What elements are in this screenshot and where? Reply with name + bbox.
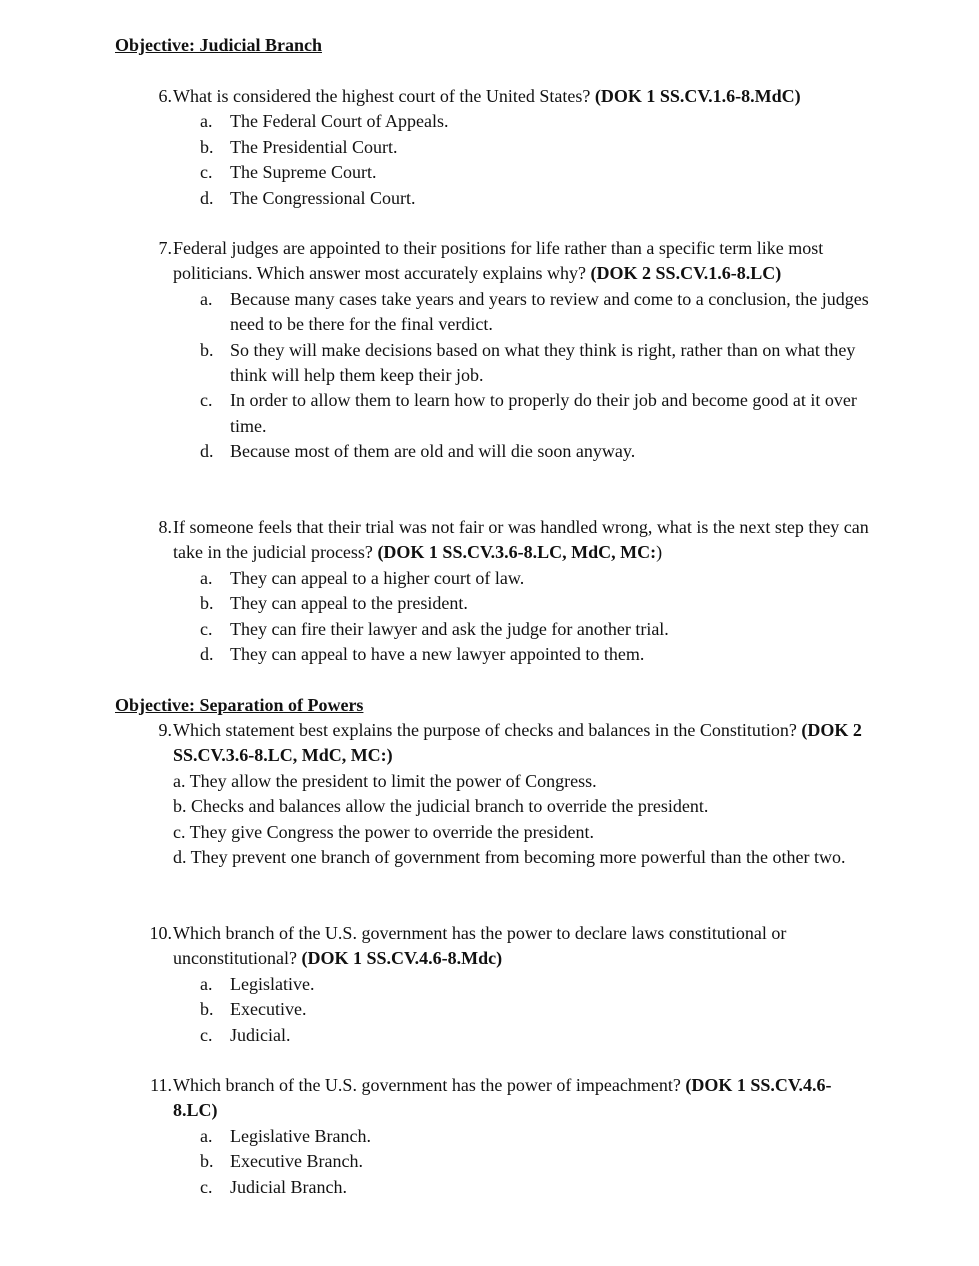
- question-standard-tag: (DOK 1 SS.CV.1.6-8.MdC): [594, 86, 801, 106]
- answer-option: [200, 135, 872, 160]
- answer-option: [200, 1175, 872, 1200]
- question-number: 6.: [158, 86, 172, 106]
- option-letter: b.: [200, 136, 214, 157]
- option-letter: c.: [200, 1024, 213, 1045]
- option-letter: c.: [200, 618, 213, 639]
- option-text: They can fire their lawyer and ask the judge for another trial.: [230, 618, 669, 639]
- option-letter: b.: [200, 1151, 214, 1172]
- answer-option: [200, 287, 872, 338]
- question-standard-tag: (DOK 2 SS.CV.1.6-8.LC): [590, 263, 782, 284]
- option-letter: d.: [200, 187, 214, 208]
- option-letter: b.: [200, 999, 214, 1020]
- option-text: So they will make decisions based on what they think is right, rather than on what they think will help them keep their job.: [230, 339, 856, 386]
- answer-options: [200, 1124, 872, 1200]
- section-heading-separation: Objective: Separation of Powers: [115, 695, 364, 715]
- answer-option: [200, 972, 872, 997]
- option-text: Legislative Branch.: [230, 1125, 371, 1146]
- option-text: Executive.: [230, 999, 307, 1020]
- question-number: 8.: [158, 517, 172, 537]
- question-10: [142, 921, 872, 1048]
- answer-option: [200, 109, 872, 134]
- option-text: The Federal Court of Appeals.: [230, 111, 449, 132]
- option-text: They can appeal to a higher court of law.: [230, 567, 525, 588]
- answer-option: a. They allow the president to limit the power of Congress.: [173, 770, 597, 791]
- answer-option: [200, 642, 872, 667]
- answer-options: [200, 566, 872, 668]
- question-standard-tag: (DOK 1 SS.CV.4.6-8.Mdc): [301, 948, 503, 969]
- option-letter: a.: [200, 288, 213, 309]
- option-letter: d.: [200, 441, 214, 462]
- option-text: The Presidential Court.: [230, 136, 398, 157]
- answer-option: [200, 591, 872, 616]
- option-letter: b.: [200, 339, 214, 360]
- answer-option: b. Checks and balances allow the judicial branch to override the president.: [173, 796, 709, 817]
- option-text: Judicial Branch.: [230, 1176, 347, 1197]
- answer-options: [200, 109, 872, 211]
- option-text: Legislative.: [230, 973, 315, 994]
- option-letter: a.: [200, 973, 213, 994]
- question-prompt: Which statement best explains the purpose of checks and balances in the Constitution?: [173, 720, 802, 740]
- option-letter: b.: [200, 593, 214, 614]
- answer-option: [200, 186, 872, 211]
- question-number: 10.: [149, 923, 172, 943]
- answer-option: [200, 160, 872, 185]
- answer-option: [200, 1023, 872, 1048]
- section-heading-judicial: Objective: Judicial Branch: [115, 35, 322, 55]
- option-text: Judicial.: [230, 1024, 291, 1045]
- question-11: [142, 1073, 872, 1200]
- option-text: They can appeal to have a new lawyer appointed to them.: [230, 644, 645, 665]
- question-6: [142, 84, 872, 211]
- question-text: [173, 718, 872, 769]
- question-prompt: Which branch of the U.S. government has the power to declare laws constitutional or unconstitutional?: [173, 923, 787, 969]
- answer-option: c. They give Congress the power to override the president.: [173, 821, 595, 842]
- option-text: The Congressional Court.: [230, 187, 416, 208]
- question-prompt: Federal judges are appointed to their positions for life rather than a specific term like most politicians. Which answer most accurately explains why?: [173, 238, 824, 284]
- question-text: [173, 236, 872, 287]
- question-standard-tag: (DOK 1 SS.CV.4.6-8.LC): [173, 1075, 832, 1121]
- question-9: [142, 718, 872, 870]
- option-letter: a.: [200, 111, 213, 132]
- option-text: Executive Branch.: [230, 1151, 363, 1172]
- question-standard-tag: (DOK 1 SS.CV.3.6-8.LC, MdC, MC:: [377, 542, 657, 563]
- option-letter: d.: [200, 644, 214, 665]
- answer-option: [200, 388, 872, 439]
- option-text: Because many cases take years and years to review and come to a conclusion, the judges need to be there for the final verdict.: [230, 288, 869, 335]
- question-text: [173, 1073, 872, 1124]
- question-number: 11.: [150, 1075, 172, 1095]
- answer-option: [200, 338, 872, 389]
- option-letter: c.: [200, 162, 213, 183]
- option-text: They can appeal to the president.: [230, 593, 468, 614]
- option-text: In order to allow them to learn how to properly do their job and become good at it over time.: [230, 390, 857, 436]
- question-tag-close: ): [656, 542, 663, 563]
- option-text: Because most of them are old and will die soon anyway.: [230, 441, 636, 462]
- answer-option: [200, 997, 872, 1022]
- answer-option: [200, 566, 872, 591]
- question-number: 9.: [158, 720, 172, 740]
- answer-option: [200, 1124, 872, 1149]
- answer-options: [200, 287, 872, 465]
- question-number: 7.: [158, 238, 172, 258]
- question-8: [142, 515, 872, 667]
- option-letter: c.: [200, 390, 213, 411]
- answer-option: [200, 439, 872, 464]
- answer-options: [200, 972, 872, 1048]
- question-prompt: What is considered the highest court of the United States?: [173, 86, 595, 106]
- question-text: [173, 84, 872, 109]
- question-text: [173, 515, 872, 566]
- question-7: [142, 236, 872, 465]
- option-letter: a.: [200, 567, 213, 588]
- question-prompt: Which branch of the U.S. government has the power of impeachment?: [173, 1075, 686, 1095]
- answer-option: [200, 617, 872, 642]
- option-letter: c.: [200, 1176, 213, 1197]
- question-text: [173, 921, 872, 972]
- question-prompt: If someone feels that their trial was not fair or was handled wrong, what is the next step they can take in the judicial process?: [173, 517, 869, 563]
- option-text: The Supreme Court.: [230, 162, 377, 183]
- answer-option: d. They prevent one branch of government from becoming more powerful than the other two.: [173, 847, 846, 868]
- option-letter: a.: [200, 1125, 213, 1146]
- question-standard-tag: (DOK 2 SS.CV.3.6-8.LC, MdC, MC:): [173, 720, 862, 766]
- answer-option: [200, 1149, 872, 1174]
